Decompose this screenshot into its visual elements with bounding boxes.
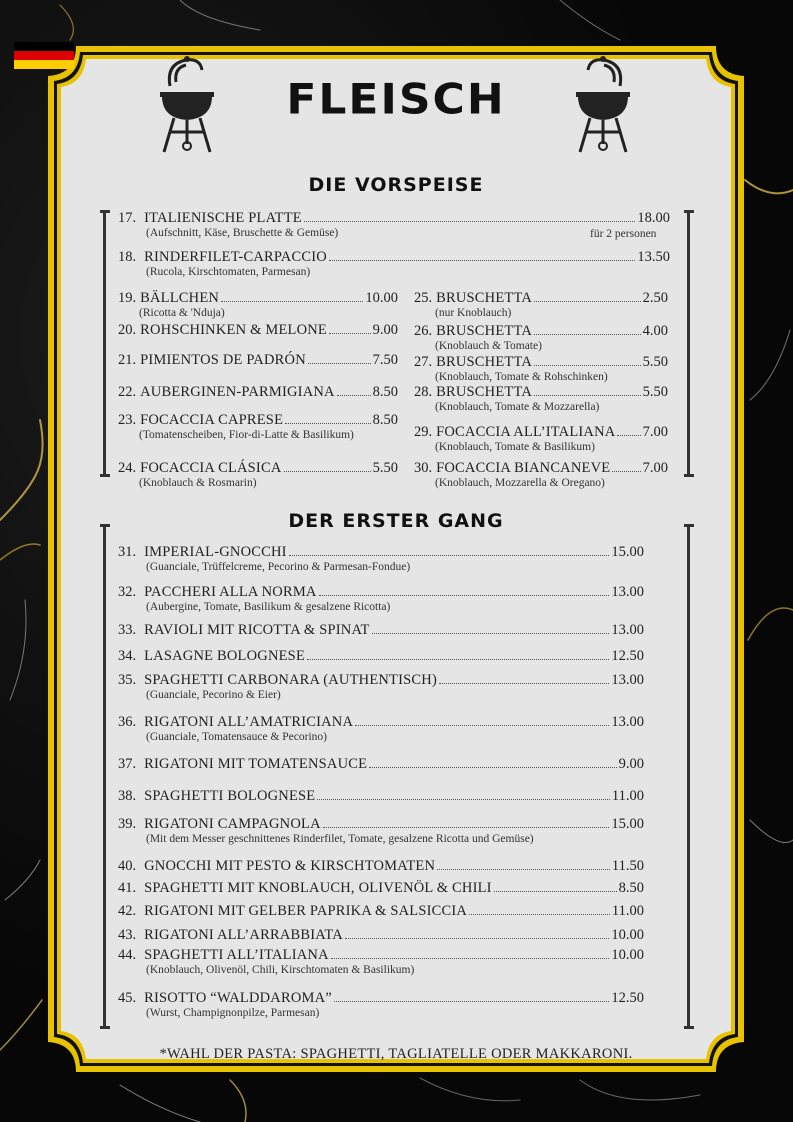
item-name: BÄLLCHEN — [140, 290, 220, 306]
item-number: 28. — [414, 384, 433, 400]
item-name: BRUSCHETTA — [436, 354, 533, 370]
item-price: 13.00 — [611, 622, 644, 638]
flag-stripe-red — [14, 51, 74, 60]
item-price: 7.00 — [642, 460, 668, 476]
bracket-right — [684, 524, 694, 1029]
item-price: 8.50 — [372, 384, 398, 400]
dot-leader — [534, 334, 641, 335]
bracket-left — [100, 210, 110, 477]
portion-note: für 2 personen — [590, 228, 657, 240]
item-price: 8.50 — [618, 880, 644, 896]
menu-item — [118, 249, 670, 279]
item-price: 5.50 — [642, 384, 668, 400]
item-number: 30. — [414, 460, 433, 476]
item-price: 12.50 — [611, 990, 644, 1006]
dot-leader — [331, 958, 610, 959]
dot-leader — [355, 725, 609, 726]
item-number: 42. — [118, 903, 137, 919]
item-name: SPAGHETTI ALL’ITALIANA — [144, 947, 329, 963]
menu-item — [118, 544, 644, 574]
item-number: 32. — [118, 584, 137, 600]
menu-item — [118, 880, 644, 897]
item-number: 24. — [118, 460, 137, 476]
item-price: 8.50 — [372, 412, 398, 428]
dot-leader — [345, 938, 609, 939]
item-price: 18.00 — [637, 210, 670, 226]
item-name: FOCACCIA ALL’ITALIANA — [436, 424, 616, 440]
item-price: 5.50 — [642, 354, 668, 370]
item-name: PIMIENTOS DE PADRÓN — [140, 352, 306, 368]
item-price: 10.00 — [611, 927, 644, 943]
menu-item — [414, 384, 668, 414]
item-description: (Knoblauch, Mozzarella & Oregano) — [435, 477, 605, 489]
item-name: IMPERIAL-GNOCCHI — [144, 544, 287, 560]
item-name: BRUSCHETTA — [436, 323, 533, 339]
item-number: 18. — [118, 249, 137, 265]
item-price: 13.00 — [611, 714, 644, 730]
item-name: AUBERGINEN-PARMIGIANA — [140, 384, 335, 400]
item-price: 2.50 — [642, 290, 668, 306]
bracket-right — [684, 210, 694, 477]
item-price: 12.50 — [611, 648, 644, 664]
item-number: 25. — [414, 290, 433, 306]
dot-leader — [439, 683, 609, 684]
item-number: 29. — [414, 424, 433, 440]
item-name: ITALIENISCHE PLATTE — [144, 210, 302, 226]
menu-item — [118, 412, 398, 442]
item-description: (Guanciale, Trüffelcreme, Pecorino & Parmesan-Fondue) — [146, 561, 411, 573]
item-number: 26. — [414, 323, 433, 339]
dot-leader — [494, 891, 617, 892]
item-description: (Ricotta & 'Nduja) — [139, 307, 225, 319]
dot-leader — [334, 1001, 609, 1002]
item-number: 39. — [118, 816, 137, 832]
menu-item — [414, 323, 668, 353]
item-name: FOCACCIA CAPRESE — [140, 412, 284, 428]
item-price: 9.00 — [372, 322, 398, 338]
item-number: 37. — [118, 756, 137, 772]
item-name: RIGATONI MIT GELBER PAPRIKA & SALSICCIA — [144, 903, 468, 919]
item-name: RINDERFILET-CARPACCIO — [144, 249, 327, 265]
item-name: RIGATONI ALL’AMATRICIANA — [144, 714, 354, 730]
item-description: (Knoblauch, Olivenöl, Chili, Kirschtomaten & Basilikum) — [146, 964, 415, 976]
menu-item — [118, 816, 644, 846]
item-description: (Wurst, Champignonpilze, Parmesan) — [146, 1007, 320, 1019]
menu-item — [118, 648, 644, 665]
item-name: FOCACCIA CLÁSICA — [140, 460, 282, 476]
dot-leader — [372, 633, 610, 634]
dot-leader — [329, 333, 371, 334]
item-price: 4.00 — [642, 323, 668, 339]
item-description: (Aubergine, Tomate, Basilikum & gesalzene Ricotta) — [146, 601, 391, 613]
item-number: 31. — [118, 544, 137, 560]
item-description: (Mit dem Messer geschnittenes Rinderfilet, Tomate, gesalzene Ricotta und Gemüse) — [146, 833, 534, 845]
flag-stripe-black — [14, 42, 74, 51]
item-price: 10.00 — [611, 947, 644, 963]
item-number: 40. — [118, 858, 137, 874]
dot-leader — [289, 555, 610, 556]
dot-leader — [317, 799, 610, 800]
item-number: 45. — [118, 990, 137, 1006]
item-name: SPAGHETTI MIT KNOBLAUCH, OLIVENÖL & CHILI — [144, 880, 492, 896]
menu-item — [414, 290, 668, 320]
item-number: 17. — [118, 210, 137, 226]
item-number: 22. — [118, 384, 137, 400]
menu-item — [118, 903, 644, 920]
bracket-left — [100, 524, 110, 1029]
dot-leader — [285, 423, 370, 424]
item-name: SPAGHETTI BOLOGNESE — [144, 788, 316, 804]
menu-item — [118, 927, 644, 944]
page-title: FLEISCH — [286, 75, 506, 124]
item-name: GNOCCHI MIT PESTO & KIRSCHTOMATEN — [144, 858, 436, 874]
item-price: 13.00 — [611, 672, 644, 688]
section-title-first-course: DER ERSTER GANG — [288, 510, 504, 532]
dot-leader — [369, 767, 616, 768]
item-number: 44. — [118, 947, 137, 963]
menu-item — [118, 322, 398, 339]
item-name: ROHSCHINKEN & MELONE — [140, 322, 327, 338]
item-price: 11.00 — [611, 903, 644, 919]
item-price: 13.50 — [637, 249, 670, 265]
item-number: 41. — [118, 880, 137, 896]
menu-item — [118, 384, 398, 401]
item-price: 15.00 — [611, 816, 644, 832]
menu-item — [118, 460, 398, 490]
item-number: 21. — [118, 352, 137, 368]
item-description: (Knoblauch & Tomate) — [435, 340, 542, 352]
menu-item — [118, 990, 644, 1020]
item-description: (Rucola, Kirschtomaten, Parmesan) — [146, 266, 311, 278]
item-price: 10.00 — [365, 290, 398, 306]
item-number: 35. — [118, 672, 137, 688]
dot-leader — [534, 395, 641, 396]
dot-leader — [534, 365, 641, 366]
item-description: (Guanciale, Pecorino & Eier) — [146, 689, 281, 701]
item-number: 19. — [118, 290, 137, 306]
item-description: (Knoblauch, Tomate & Basilikum) — [435, 441, 595, 453]
pasta-choice-note: *WAHL DER PASTA: SPAGHETTI, TAGLIATELLE ODER MAKKARONI. — [159, 1046, 633, 1062]
item-name: BRUSCHETTA — [436, 290, 533, 306]
dot-leader — [534, 301, 641, 302]
item-number: 43. — [118, 927, 137, 943]
item-number: 23. — [118, 412, 137, 428]
item-name: RAVIOLI MIT RICOTTA & SPINAT — [144, 622, 370, 638]
menu-item — [118, 352, 398, 369]
item-price: 9.00 — [618, 756, 644, 772]
item-name: SPAGHETTI CARBONARA (AUTHENTISCH) — [144, 672, 437, 688]
item-price: 5.50 — [372, 460, 398, 476]
dot-leader — [319, 595, 610, 596]
item-name: RIGATONI CAMPAGNOLA — [144, 816, 321, 832]
item-price: 11.00 — [611, 788, 644, 804]
menu-item — [414, 424, 668, 454]
item-price: 15.00 — [611, 544, 644, 560]
item-number: 27. — [414, 354, 433, 370]
item-description: (Knoblauch, Tomate & Mozzarella) — [435, 401, 600, 413]
dot-leader — [329, 260, 635, 261]
item-name: LASAGNE BOLOGNESE — [144, 648, 306, 664]
menu-card — [46, 44, 746, 1074]
menu-item — [414, 354, 668, 384]
item-number: 33. — [118, 622, 137, 638]
menu-item — [118, 672, 644, 702]
item-number: 38. — [118, 788, 137, 804]
item-description: (Knoblauch & Rosmarin) — [139, 477, 257, 489]
dot-leader — [612, 471, 640, 472]
item-number: 20. — [118, 322, 137, 338]
menu-item — [118, 584, 644, 614]
item-number: 36. — [118, 714, 137, 730]
item-name: RISOTTO “WALDDAROMA” — [144, 990, 332, 1006]
item-name: RIGATONI ALL’ARRABBIATA — [144, 927, 343, 943]
menu-item — [118, 756, 644, 773]
menu-item — [414, 460, 668, 490]
dot-leader — [617, 435, 640, 436]
menu-item — [118, 290, 398, 320]
menu-item — [118, 622, 644, 639]
item-name: PACCHERI ALLA NORMA — [144, 584, 317, 600]
section-title-starters: DIE VORSPEISE — [308, 174, 484, 196]
dot-leader — [307, 659, 609, 660]
german-flag — [14, 42, 74, 69]
menu-item — [118, 858, 644, 875]
dot-leader — [221, 301, 363, 302]
dot-leader — [323, 827, 610, 828]
flag-stripe-gold — [14, 60, 74, 69]
menu-item — [118, 210, 670, 240]
item-description: (nur Knoblauch) — [435, 307, 512, 319]
dot-leader — [304, 221, 636, 222]
item-price: 11.50 — [611, 858, 644, 874]
dot-leader — [284, 471, 371, 472]
item-price: 7.00 — [642, 424, 668, 440]
dot-leader — [308, 363, 371, 364]
item-price: 7.50 — [372, 352, 398, 368]
menu-item — [118, 947, 644, 977]
item-number: 34. — [118, 648, 137, 664]
menu-item — [118, 714, 644, 744]
item-description: (Guanciale, Tomatensauce & Pecorino) — [146, 731, 327, 743]
menu-item — [118, 788, 644, 805]
item-description: (Knoblauch, Tomate & Rohschinken) — [435, 371, 608, 383]
item-name: FOCACCIA BIANCANEVE — [436, 460, 611, 476]
item-price: 13.00 — [611, 584, 644, 600]
item-name: BRUSCHETTA — [436, 384, 533, 400]
item-name: RIGATONI MIT TOMATENSAUCE — [144, 756, 368, 772]
item-description: (Tomatenscheiben, Fior-di-Latte & Basilikum) — [139, 429, 354, 441]
dot-leader — [469, 914, 610, 915]
dot-leader — [337, 395, 371, 396]
item-description: (Aufschnitt, Käse, Bruschette & Gemüse) — [146, 227, 339, 239]
dot-leader — [437, 869, 610, 870]
